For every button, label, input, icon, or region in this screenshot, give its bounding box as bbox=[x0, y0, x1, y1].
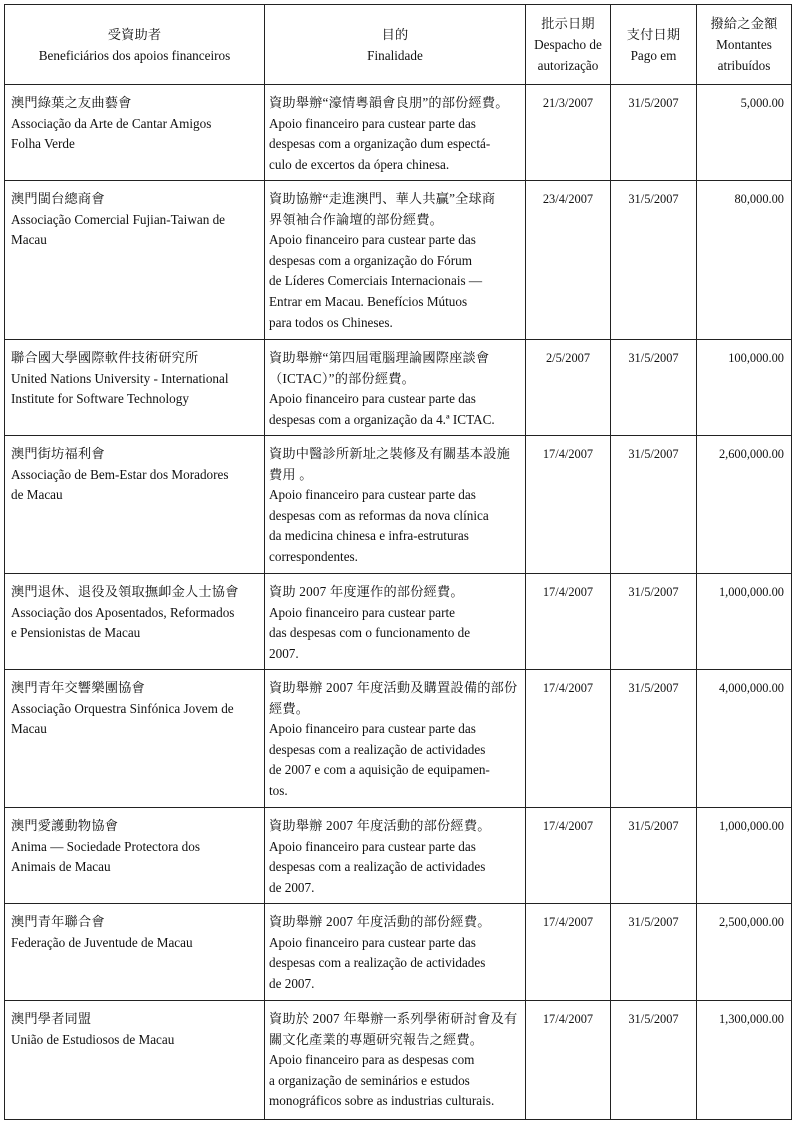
beneficiary-cell-line: Macau bbox=[11, 232, 47, 248]
beneficiary-cell bbox=[5, 574, 265, 670]
amount-cell: 1,000,000.00 bbox=[697, 574, 792, 670]
purpose-cell bbox=[265, 670, 526, 808]
purpose-cell-line: tos. bbox=[269, 782, 288, 798]
amount-cell: 2,500,000.00 bbox=[697, 904, 792, 1001]
purpose-cell bbox=[265, 85, 526, 181]
amount-cell: 5,000.00 bbox=[697, 85, 792, 181]
purpose-cell-line: despesas com a realização de actividades bbox=[269, 859, 486, 875]
purpose-cell bbox=[265, 181, 526, 340]
beneficiary-cell-line: e Pensionistas de Macau bbox=[11, 625, 141, 641]
dispatch-date-cell: 2/5/2007 bbox=[526, 340, 611, 436]
beneficiary-cell-line: Folha Verde bbox=[11, 136, 75, 152]
header-amount: 撥給之金額 Montantes atribuídos bbox=[697, 5, 792, 85]
purpose-cell-line: 資助協辦“走進澳門、華人共贏”全球商 bbox=[269, 191, 496, 206]
purpose-cell-line: de Líderes Comerciais Internacionais — bbox=[269, 273, 483, 289]
table-row bbox=[5, 670, 792, 808]
amount-cell: 80,000.00 bbox=[697, 181, 792, 340]
purpose-cell bbox=[265, 574, 526, 670]
purpose-cell-line: 資助舉辦“濠情粵韻會良朋”的部份經費。 bbox=[269, 95, 509, 110]
beneficiary-cell-line: Federação de Juventude de Macau bbox=[11, 934, 193, 950]
purpose-cell-line: 資助舉辦“第四屆電腦理論國際座談會 bbox=[269, 350, 490, 365]
purpose-cell-line: 關文化產業的專題研究報告之經費。 bbox=[269, 1031, 484, 1047]
beneficiary-cell bbox=[5, 904, 265, 1001]
purpose-cell-line: Apoio financeiro para custear parte das bbox=[269, 391, 476, 407]
header-purpose: 目的 Finalidade bbox=[265, 5, 526, 85]
purpose-cell-line: correspondentes. bbox=[269, 548, 358, 564]
beneficiary-cell-line: 澳門學者同盟 bbox=[11, 1011, 92, 1026]
amount-cell: 2,600,000.00 bbox=[697, 436, 792, 574]
table-body bbox=[5, 85, 792, 1120]
beneficiary-cell-line: Animais de Macau bbox=[11, 859, 111, 875]
dispatch-date-cell: 17/4/2007 bbox=[526, 436, 611, 574]
paid-date-cell: 31/5/2007 bbox=[611, 1001, 697, 1120]
beneficiary-cell-line: 聯合國大學國際軟件技術研究所 bbox=[11, 350, 199, 365]
beneficiary-cell-line: 澳門青年交響樂團協會 bbox=[11, 680, 145, 695]
table-row bbox=[5, 808, 792, 904]
beneficiary-cell-line: Associação Orquestra Sinfónica Jovem de bbox=[11, 700, 234, 716]
purpose-cell-line: （ICTAC）”的部份經費。 bbox=[269, 370, 416, 386]
purpose-cell-line: Apoio financeiro para custear parte bbox=[269, 604, 455, 620]
amount-cell: 1,000,000.00 bbox=[697, 808, 792, 904]
purpose-cell bbox=[265, 1001, 526, 1120]
beneficiary-cell-line: 澳門街坊福利會 bbox=[11, 446, 105, 461]
table-row bbox=[5, 574, 792, 670]
purpose-cell-line: despesas com a realização de actividades bbox=[269, 741, 486, 757]
beneficiary-cell-line: 澳門綠葉之友曲藝會 bbox=[11, 95, 132, 110]
purpose-cell bbox=[265, 340, 526, 436]
dispatch-date-cell: 17/4/2007 bbox=[526, 1001, 611, 1120]
beneficiary-cell bbox=[5, 436, 265, 574]
table-row bbox=[5, 1001, 792, 1120]
dispatch-date-cell: 17/4/2007 bbox=[526, 808, 611, 904]
purpose-cell-line: monográficos sobre as industrias culturais. bbox=[269, 1093, 495, 1109]
beneficiary-cell-line: Anima — Sociedade Protectora dos bbox=[11, 838, 200, 854]
purpose-cell-line: Entrar em Macau. Benefícios Mútuos bbox=[269, 293, 468, 309]
purpose-cell-line: Apoio financeiro para custear parte das bbox=[269, 115, 476, 131]
purpose-cell-line: a organização de seminários e estudos bbox=[269, 1072, 470, 1088]
paid-date-cell: 31/5/2007 bbox=[611, 181, 697, 340]
beneficiary-cell-line: de Macau bbox=[11, 487, 63, 503]
table-row bbox=[5, 436, 792, 574]
beneficiary-cell-line: 澳門青年聯合會 bbox=[11, 914, 105, 929]
purpose-cell-line: culo de excertos da ópera chinesa. bbox=[269, 156, 450, 172]
beneficiary-cell-line: Macau bbox=[11, 721, 47, 737]
purpose-cell-line: para todos os Chineses. bbox=[269, 314, 393, 330]
financial-support-table bbox=[4, 4, 792, 1120]
paid-date-cell: 31/5/2007 bbox=[611, 670, 697, 808]
header-beneficiary: 受資助者 Beneficiários dos apoios financeiros bbox=[5, 5, 265, 85]
purpose-cell-line: 費用 。 bbox=[269, 466, 313, 482]
beneficiary-cell bbox=[5, 808, 265, 904]
beneficiary-cell bbox=[5, 1001, 265, 1120]
dispatch-date-cell: 17/4/2007 bbox=[526, 670, 611, 808]
paid-date-cell: 31/5/2007 bbox=[611, 85, 697, 181]
purpose-cell-line: Apoio financeiro para custear parte das bbox=[269, 838, 476, 854]
purpose-cell-line: 資助 2007 年度運作的部份經費。 bbox=[269, 584, 464, 599]
beneficiary-cell-line: Associação Comercial Fujian-Taiwan de bbox=[11, 211, 226, 227]
purpose-cell-line: despesas com a organização dum espectá- bbox=[269, 136, 491, 152]
amount-cell: 1,300,000.00 bbox=[697, 1001, 792, 1120]
dispatch-date-cell: 21/3/2007 bbox=[526, 85, 611, 181]
beneficiary-cell bbox=[5, 181, 265, 340]
document-page bbox=[4, 4, 791, 1120]
purpose-cell-line: despesas com a organização da 4.ª ICTAC. bbox=[269, 411, 495, 427]
purpose-cell-line: despesas com a organização do Fórum bbox=[269, 252, 473, 268]
purpose-cell-line: Apoio financeiro para custear parte das bbox=[269, 232, 476, 248]
purpose-cell-line: Apoio financeiro para as despesas com bbox=[269, 1052, 475, 1068]
purpose-cell-line: despesas com as reformas da nova clínica bbox=[269, 507, 489, 523]
beneficiary-cell-line: 澳門退休、退役及領取撫卹金人士協會 bbox=[11, 584, 239, 599]
header-paid-date: 支付日期 Pago em bbox=[611, 5, 697, 85]
table-row bbox=[5, 904, 792, 1001]
beneficiary-cell-line: Associação de Bem-Estar dos Moradores bbox=[11, 466, 229, 482]
purpose-cell-line: 資助舉辦 2007 年度活動的部份經費。 bbox=[269, 818, 491, 833]
paid-date-cell: 31/5/2007 bbox=[611, 808, 697, 904]
beneficiary-cell-line: Institute for Software Technology bbox=[11, 391, 189, 407]
purpose-cell-line: 2007. bbox=[269, 645, 299, 661]
table-row bbox=[5, 85, 792, 181]
purpose-cell-line: Apoio financeiro para custear parte das bbox=[269, 721, 476, 737]
amount-cell: 100,000.00 bbox=[697, 340, 792, 436]
purpose-cell-line: 資助於 2007 年舉辦一系列學術研討會及有 bbox=[269, 1011, 518, 1026]
header-dispatch-date: 批示日期 Despacho de autorização bbox=[526, 5, 611, 85]
table-header-row bbox=[5, 5, 792, 85]
purpose-cell-line: 資助舉辦 2007 年度活動及購置設備的部份 bbox=[269, 680, 518, 695]
beneficiary-cell bbox=[5, 670, 265, 808]
beneficiary-cell-line: United Nations University - International bbox=[11, 370, 229, 386]
beneficiary-cell bbox=[5, 340, 265, 436]
purpose-cell-line: Apoio financeiro para custear parte das bbox=[269, 934, 476, 950]
purpose-cell bbox=[265, 436, 526, 574]
purpose-cell-line: 資助舉辦 2007 年度活動的部份經費。 bbox=[269, 914, 491, 929]
paid-date-cell: 31/5/2007 bbox=[611, 340, 697, 436]
paid-date-cell: 31/5/2007 bbox=[611, 574, 697, 670]
beneficiary-cell-line: 澳門閩台總商會 bbox=[11, 191, 105, 206]
beneficiary-cell-line: Associação dos Aposentados, Reformados bbox=[11, 604, 235, 620]
purpose-cell-line: de 2007. bbox=[269, 879, 315, 895]
purpose-cell-line: despesas com a realização de actividades bbox=[269, 955, 486, 971]
paid-date-cell: 31/5/2007 bbox=[611, 436, 697, 574]
amount-cell: 4,000,000.00 bbox=[697, 670, 792, 808]
table-row bbox=[5, 340, 792, 436]
beneficiary-cell bbox=[5, 85, 265, 181]
beneficiary-cell-line: União de Estudiosos de Macau bbox=[11, 1031, 175, 1047]
beneficiary-cell-line: Associação da Arte de Cantar Amigos bbox=[11, 115, 212, 131]
dispatch-date-cell: 17/4/2007 bbox=[526, 574, 611, 670]
purpose-cell bbox=[265, 904, 526, 1001]
purpose-cell-line: da medicina chinesa e infra-estruturas bbox=[269, 528, 469, 544]
purpose-cell bbox=[265, 808, 526, 904]
table-row bbox=[5, 181, 792, 340]
beneficiary-cell-line: 澳門愛護動物協會 bbox=[11, 818, 119, 833]
purpose-cell-line: 資助中醫診所新址之裝修及有關基本設施 bbox=[269, 446, 510, 461]
dispatch-date-cell: 23/4/2007 bbox=[526, 181, 611, 340]
purpose-cell-line: Apoio financeiro para custear parte das bbox=[269, 487, 476, 503]
dispatch-date-cell: 17/4/2007 bbox=[526, 904, 611, 1001]
purpose-cell-line: de 2007 e com a aquisição de equipamen- bbox=[269, 762, 490, 778]
purpose-cell-line: das despesas com o funcionamento de bbox=[269, 625, 471, 641]
purpose-cell-line: de 2007. bbox=[269, 975, 315, 991]
purpose-cell-line: 界領袖合作論壇的部份經費。 bbox=[269, 211, 444, 227]
paid-date-cell: 31/5/2007 bbox=[611, 904, 697, 1001]
purpose-cell-line: 經費。 bbox=[269, 700, 310, 716]
